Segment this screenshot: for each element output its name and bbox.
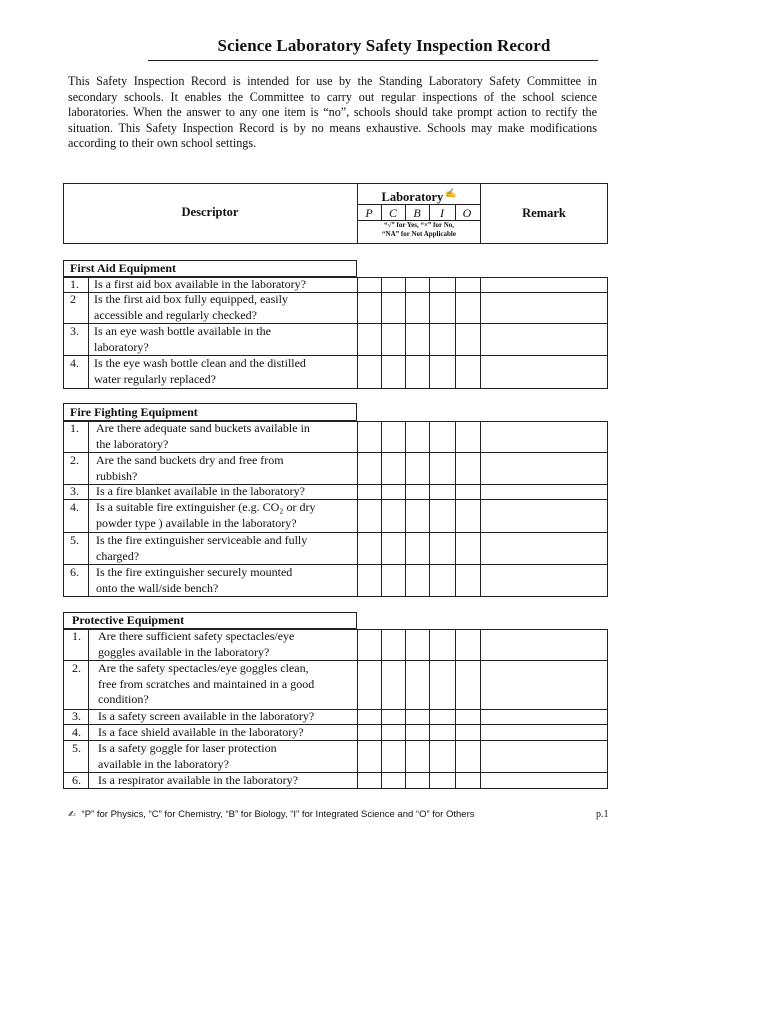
item-number: 1. [70,277,79,291]
answer-legend: “√” for Yes, “×” for No, “NA” for Not Applicable [382,221,456,238]
remark-header: Remark [522,206,566,220]
item-number: 6. [72,773,81,787]
item-text: Is a fire blanket available in the laboratory? [96,484,305,498]
item-number: 4. [70,356,79,370]
page-number: p.1 [596,809,609,820]
page-title: Science Laboratory Safety Inspection Record [217,36,551,55]
descriptor-header: Descriptor [181,205,239,219]
lab-code-physics: P [365,206,373,220]
section-title: First Aid Equipment [70,261,177,275]
item-text: Are there adequate sand buckets available in the laboratory? [96,421,310,451]
laboratory-label: Laboratory [381,190,444,205]
lab-code-others: O [462,206,472,220]
intro-paragraph: This Safety Inspection Record is intended for use by the Standing Laboratory Safety Committee in secondary schools. It enables the Committee to carry out regular inspections of the school science laboratories. When the answer to any one item is “no”, schools should take prompt action to rectify the situation. This Safety Inspection Record is by no means exhaustive. Schools may make modifications according to their own school settings. [68,74,597,150]
writing-hand-icon: ✍ [445,188,457,198]
section-title: Protective Equipment [72,613,185,627]
item-text: Is a suitable fire extinguisher (e.g. CO₂ or dry powder type ) available in the laboratory? [96,500,316,530]
item-text: Is an eye wash bottle available in the laboratory? [94,324,271,354]
footnote: ✍ “P” for Physics, “C” for Chemistry, “B” for Biology, “I” for Integrated Science and “O” for Others [68,809,475,820]
item-text: Is a face shield available in the laboratory? [98,725,304,739]
item-number: 3. [70,324,79,338]
item-number: 5. [72,741,81,755]
item-text: Is the fire extinguisher serviceable and fully charged? [96,533,308,563]
lab-code-chemistry: C [388,206,397,220]
item-text: Are the safety spectacles/eye goggles clean, free from scratches and maintained in a good condition? [98,661,315,706]
item-number: 2. [72,661,81,675]
item-text: Is a safety goggle for laser protection available in the laboratory? [98,741,277,771]
item-text: Is the fire extinguisher securely mounted onto the wall/side bench? [96,565,293,595]
title-underline [148,60,598,61]
item-number: 1. [70,421,79,435]
item-number: 4. [72,725,81,739]
item-number: 6. [70,565,79,579]
item-text: Are there sufficient safety spectacles/eye goggles available in the laboratory? [98,629,295,659]
lab-code-integrated: I [440,206,444,220]
writing-hand-icon: ✍ [68,809,76,819]
lab-code-biology: B [413,206,421,220]
item-text: Is the first aid box fully equipped, easily accessible and regularly checked? [94,292,288,322]
item-number: 3. [70,484,79,498]
item-text: Is the eye wash bottle clean and the distilled water regularly replaced? [94,356,306,386]
laboratory-header [357,188,481,205]
item-text: Is a respirator available in the laboratory? [98,773,298,787]
item-text: Are the sand buckets dry and free from rubbish? [96,453,284,483]
item-number: 5. [70,533,79,547]
item-text: Is a first aid box available in the laboratory? [94,277,306,291]
item-text: Is a safety screen available in the laboratory? [98,709,315,723]
item-number: 4. [70,500,79,514]
item-number: 3. [72,709,81,723]
item-number: 2 [70,292,76,306]
item-number: 1. [72,629,81,643]
item-number: 2. [70,453,79,467]
section-title: Fire Fighting Equipment [70,405,198,419]
